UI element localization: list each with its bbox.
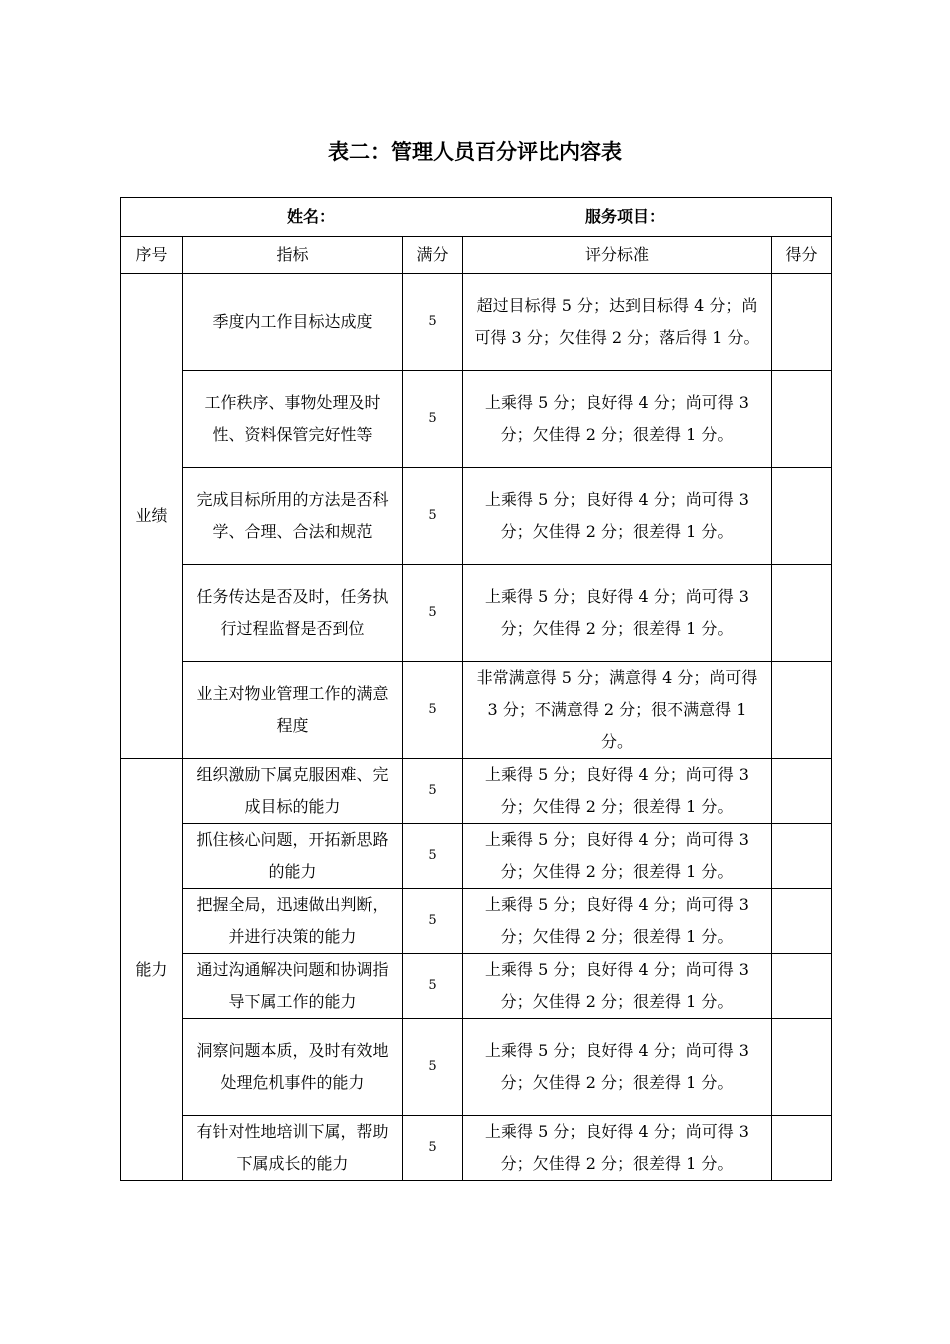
score-cell[interactable] (772, 274, 832, 371)
score-cell[interactable] (772, 565, 832, 662)
name-label: 姓名： (286, 207, 335, 226)
full-score-cell: 5 (403, 824, 463, 889)
indicator-cell: 工作秩序、事物处理及时性、资料保管完好性等 (183, 371, 403, 468)
info-cell[interactable] (121, 198, 832, 237)
table-row (121, 759, 832, 824)
indicator-cell: 抓住核心问题，开拓新思路的能力 (183, 824, 403, 889)
table-row (121, 662, 832, 759)
criteria-cell: 上乘得 5 分；良好得 4 分；尚可得 3 分；欠佳得 2 分；很差得 1 分。 (463, 1116, 772, 1181)
table-row (121, 468, 832, 565)
indicator-cell: 业主对物业管理工作的满意程度 (183, 662, 403, 759)
score-cell[interactable] (772, 889, 832, 954)
table-row (121, 889, 832, 954)
full-score-cell: 5 (403, 274, 463, 371)
score-cell[interactable] (772, 1116, 832, 1181)
full-score-cell: 5 (403, 662, 463, 759)
score-cell[interactable] (772, 662, 832, 759)
service-label: 服务项目： (585, 207, 666, 226)
criteria-cell: 上乘得 5 分；良好得 4 分；尚可得 3 分；欠佳得 2 分；很差得 1 分。 (463, 468, 772, 565)
indicator-cell: 完成目标所用的方法是否科学、合理、合法和规范 (183, 468, 403, 565)
indicator-cell: 季度内工作目标达成度 (183, 274, 403, 371)
info-row (121, 198, 832, 237)
full-score-cell: 5 (403, 1019, 463, 1116)
criteria-cell: 上乘得 5 分；良好得 4 分；尚可得 3 分；欠佳得 2 分；很差得 1 分。 (463, 371, 772, 468)
full-score-cell: 5 (403, 759, 463, 824)
criteria-cell: 上乘得 5 分；良好得 4 分；尚可得 3 分；欠佳得 2 分；很差得 1 分。 (463, 954, 772, 1019)
table-row (121, 274, 832, 371)
table-row (121, 1019, 832, 1116)
indicator-cell: 通过沟通解决问题和协调指导下属工作的能力 (183, 954, 403, 1019)
full-score-cell: 5 (403, 889, 463, 954)
score-cell[interactable] (772, 468, 832, 565)
group-label: 业绩 (121, 274, 183, 759)
indicator-cell: 组织激励下属克服困难、完成目标的能力 (183, 759, 403, 824)
criteria-cell: 上乘得 5 分；良好得 4 分；尚可得 3 分；欠佳得 2 分；很差得 1 分。 (463, 759, 772, 824)
table-row (121, 954, 832, 1019)
indicator-cell: 有针对性地培训下属，帮助下属成长的能力 (183, 1116, 403, 1181)
indicator-cell: 洞察问题本质，及时有效地处理危机事件的能力 (183, 1019, 403, 1116)
header-seq: 序号 (121, 237, 183, 274)
criteria-cell: 上乘得 5 分；良好得 4 分；尚可得 3 分；欠佳得 2 分；很差得 1 分。 (463, 824, 772, 889)
table-row (121, 1116, 832, 1181)
score-cell[interactable] (772, 1019, 832, 1116)
criteria-cell: 上乘得 5 分；良好得 4 分；尚可得 3 分；欠佳得 2 分；很差得 1 分。 (463, 565, 772, 662)
table-row (121, 371, 832, 468)
header-row (121, 237, 832, 274)
score-cell[interactable] (772, 759, 832, 824)
table-row (121, 824, 832, 889)
indicator-cell: 把握全局，迅速做出判断，并进行决策的能力 (183, 889, 403, 954)
header-criteria: 评分标准 (463, 237, 772, 274)
evaluation-table (120, 197, 832, 1181)
full-score-cell: 5 (403, 954, 463, 1019)
header-score: 得分 (772, 237, 832, 274)
full-score-cell: 5 (403, 565, 463, 662)
group-label: 能力 (121, 759, 183, 1181)
full-score-cell: 5 (403, 468, 463, 565)
table-row (121, 565, 832, 662)
indicator-cell: 任务传达是否及时，任务执行过程监督是否到位 (183, 565, 403, 662)
page-title: 表二：管理人员百分评比内容表 (328, 140, 622, 164)
header-indicator: 指标 (183, 237, 403, 274)
score-cell[interactable] (772, 954, 832, 1019)
score-cell[interactable] (772, 824, 832, 889)
criteria-cell: 超过目标得 5 分；达到目标得 4 分；尚可得 3 分；欠佳得 2 分；落后得 1 分。 (463, 274, 772, 371)
score-cell[interactable] (772, 371, 832, 468)
header-full: 满分 (403, 237, 463, 274)
criteria-cell: 非常满意得 5 分；满意得 4 分；尚可得 3 分；不满意得 2 分；很不满意得 1 分。 (463, 662, 772, 759)
full-score-cell: 5 (403, 1116, 463, 1181)
criteria-cell: 上乘得 5 分；良好得 4 分；尚可得 3 分；欠佳得 2 分；很差得 1 分。 (463, 1019, 772, 1116)
criteria-cell: 上乘得 5 分；良好得 4 分；尚可得 3 分；欠佳得 2 分；很差得 1 分。 (463, 889, 772, 954)
full-score-cell: 5 (403, 371, 463, 468)
